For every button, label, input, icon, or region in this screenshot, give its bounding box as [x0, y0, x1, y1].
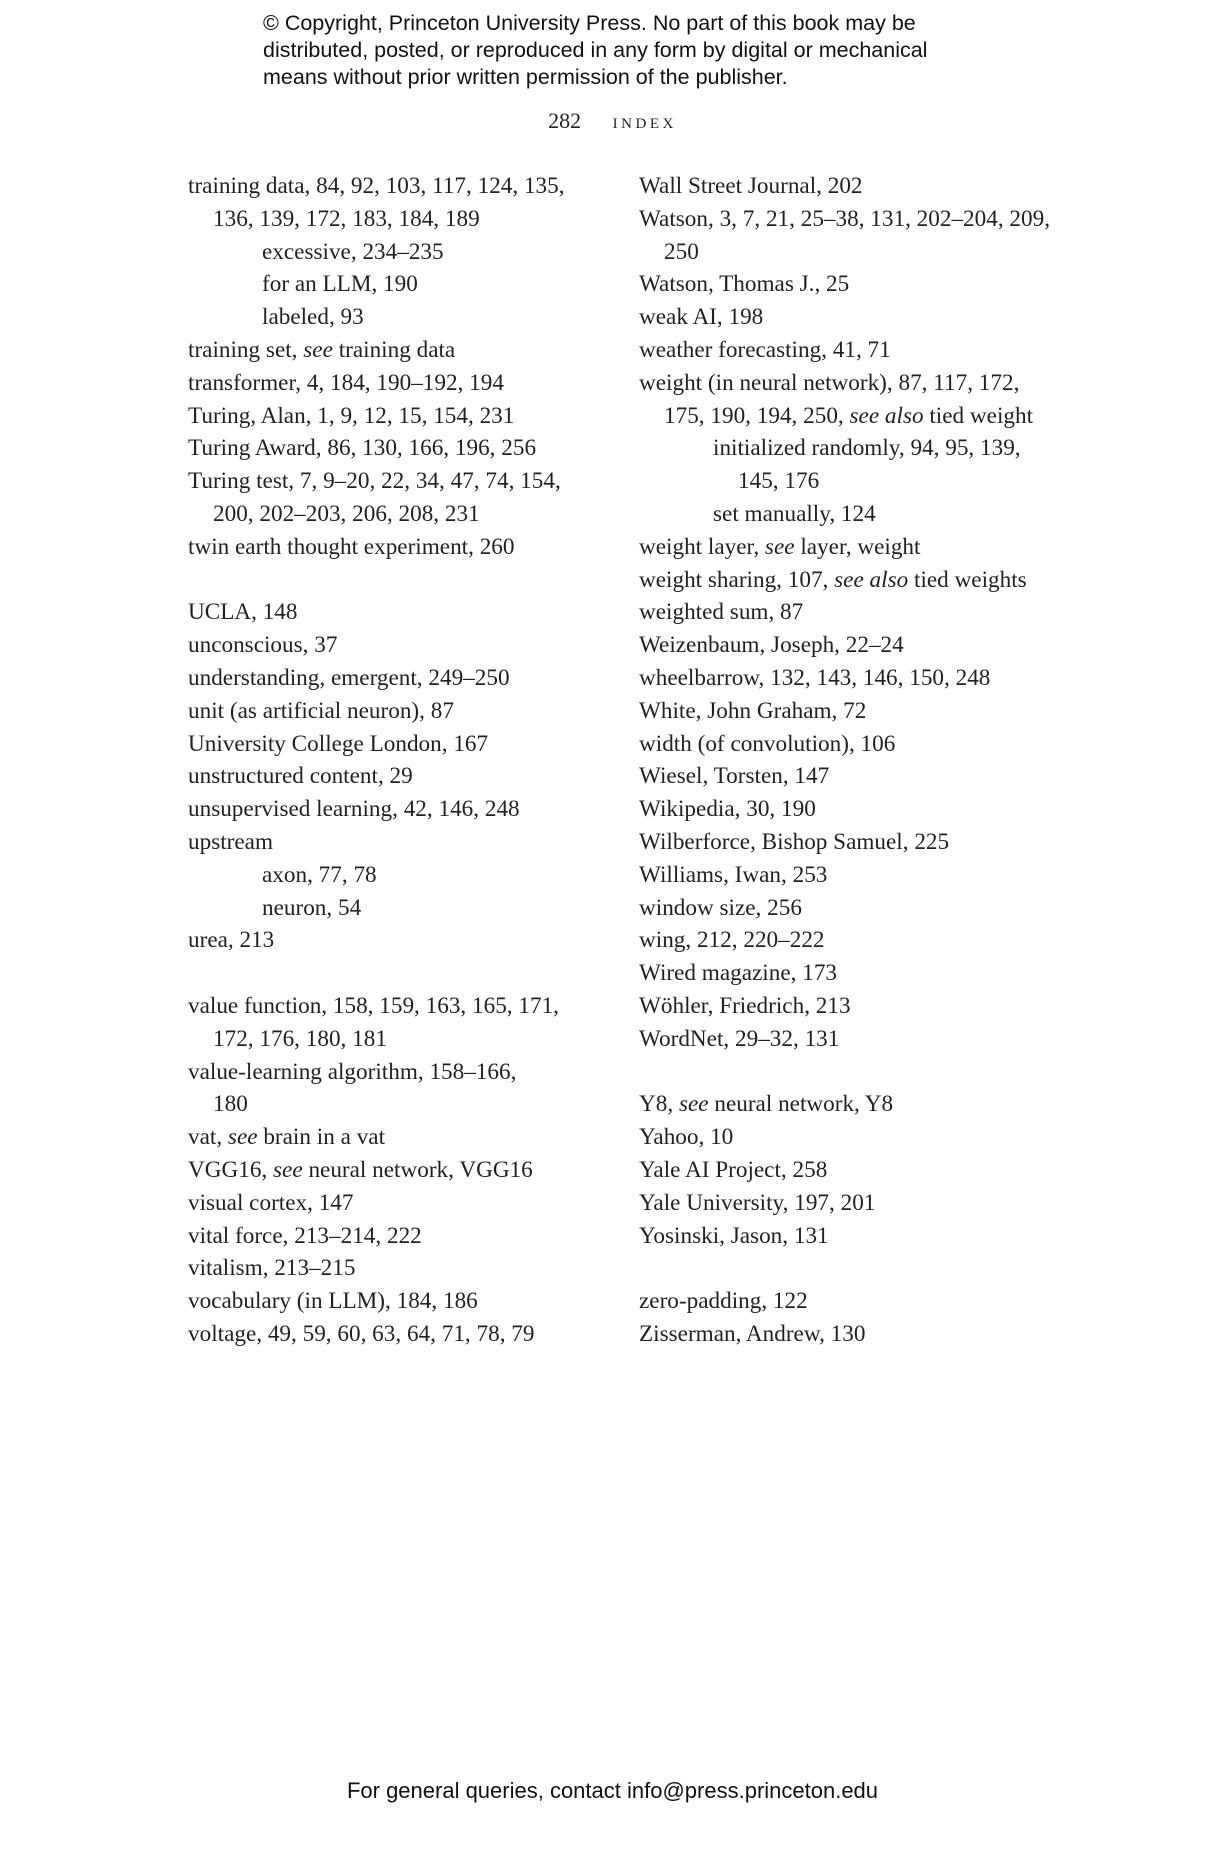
index-entry [639, 301, 1069, 334]
index-entry [639, 367, 1069, 400]
index-entry [188, 236, 608, 269]
index-entry-text: University College London, 167 [188, 730, 489, 757]
index-entry-text: weather forecasting, 41, 71 [639, 336, 891, 363]
index-entry [188, 268, 608, 301]
index-entry-text: layer, weight [794, 533, 921, 560]
index-entry [188, 596, 608, 629]
index-entry-text: Yale University, 197, 201 [639, 1189, 876, 1216]
index-entry [639, 859, 1069, 892]
cross-reference-term: see also [834, 566, 909, 593]
index-entry [188, 1154, 608, 1187]
index-entry [639, 924, 1069, 957]
index-entry-text: Wöhler, Friedrich, 213 [639, 992, 851, 1019]
index-entry-text: understanding, emergent, 249–250 [188, 664, 510, 691]
index-entry [639, 826, 1069, 859]
index-entry [188, 826, 608, 859]
index-entry-text: 145, 176 [738, 468, 820, 495]
index-entry-text: axon, 77, 78 [262, 861, 377, 888]
index-entry-text: unit (as artificial neuron), 87 [188, 697, 454, 724]
index-entry [188, 465, 608, 498]
index-entry-text: training data [332, 336, 456, 363]
index-entry-text: neural network, Y8 [708, 1091, 894, 1118]
index-entry-text: initialized randomly, 94, 95, 139, [713, 435, 1021, 462]
index-entry [188, 334, 608, 367]
index-entry-text: Turing, Alan, 1, 9, 12, 15, 154, 231 [188, 402, 515, 429]
index-entry-text: Zisserman, Andrew, 130 [639, 1320, 866, 1347]
index-entry-text: Wired magazine, 173 [639, 960, 838, 987]
index-entry-text: labeled, 93 [262, 304, 364, 331]
index-entry [188, 432, 608, 465]
page-title: index [612, 108, 677, 133]
index-entry-text: voltage, 49, 59, 60, 63, 64, 71, 78, 79 [188, 1320, 535, 1347]
cross-reference-term: see also [849, 402, 924, 429]
index-entry [188, 662, 608, 695]
index-entry-text: excessive, 234–235 [262, 238, 444, 265]
index-column-right [639, 170, 1069, 1351]
index-entry-text: twin earth thought experiment, 260 [188, 533, 515, 560]
index-entry-text: Yahoo, 10 [639, 1124, 734, 1151]
index-entry-text: vocabulary (in LLM), 184, 186 [188, 1288, 478, 1315]
index-entry-text: neural network, VGG16 [302, 1156, 533, 1183]
index-entry-text: vital force, 213–214, 222 [188, 1222, 422, 1249]
index-entry-text: vitalism, 213–215 [188, 1255, 356, 1282]
index-entry [639, 564, 1069, 597]
index-entry-text: UCLA, 148 [188, 599, 298, 626]
index-entry-text: unconscious, 37 [188, 632, 338, 659]
index-entry-text: Weizenbaum, Joseph, 22–24 [639, 632, 904, 659]
cross-reference-term: see [678, 1091, 709, 1118]
index-entry-text: window size, 256 [639, 894, 802, 921]
index-entry-text: wheelbarrow, 132, 143, 146, 150, 248 [639, 664, 991, 691]
index-entry-text: neuron, 54 [262, 894, 362, 921]
index-entry-text: Y8, [639, 1091, 679, 1118]
index-entry [639, 1121, 1069, 1154]
index-entry [639, 1023, 1069, 1056]
index-entry-text: tied weights [908, 566, 1027, 593]
index-entry [639, 990, 1069, 1023]
cross-reference-term: see [303, 336, 333, 363]
index-entry-text: WordNet, 29–32, 131 [639, 1025, 840, 1052]
index-entry [188, 367, 608, 400]
copyright-notice [263, 10, 1023, 91]
index-entry [188, 203, 608, 236]
index-entry [639, 432, 1069, 465]
index-entry [639, 662, 1069, 695]
index-entry [639, 465, 1069, 498]
index-entry [188, 1023, 608, 1056]
index-entry [188, 990, 608, 1023]
index-spacer [639, 1056, 1069, 1089]
index-entry-text: unsupervised learning, 42, 146, 248 [188, 796, 520, 823]
cross-reference-term: see [227, 1124, 258, 1151]
index-entry-text: for an LLM, 190 [262, 271, 418, 298]
index-entry-text: Watson, 3, 7, 21, 25–38, 131, 202–204, 209, [639, 205, 1050, 232]
index-entry [639, 1088, 1069, 1121]
index-entry [188, 695, 608, 728]
index-entry [188, 1056, 608, 1089]
index-entry [188, 728, 608, 761]
index-entry [639, 695, 1069, 728]
index-entry-text: visual cortex, 147 [188, 1189, 354, 1216]
index-entry-text: Wiesel, Torsten, 147 [639, 763, 830, 790]
index-entry [188, 1318, 608, 1351]
index-entry [639, 1220, 1069, 1253]
index-entry [639, 1285, 1069, 1318]
index-entry [639, 1187, 1069, 1220]
copyright-line: © Copyright, Princeton University Press. No part of this book may be [263, 11, 916, 35]
index-entry [639, 400, 1069, 433]
index-entry-text: Turing test, 7, 9–20, 22, 34, 47, 74, 154, [188, 468, 561, 495]
index-entry-text: weak AI, 198 [639, 304, 764, 331]
index-entry-text: value-learning algorithm, 158–166, [188, 1058, 517, 1085]
index-entry [188, 924, 608, 957]
index-entry-text: value function, 158, 159, 163, 165, 171, [188, 992, 559, 1019]
copyright-line: means without prior written permission of the publisher. [263, 65, 788, 89]
index-entry [188, 892, 608, 925]
index-entry [639, 957, 1069, 990]
index-entry-text: Wilberforce, Bishop Samuel, 225 [639, 828, 950, 855]
index-entry-text: weight (in neural network), 87, 117, 172, [639, 369, 1020, 396]
index-entry [639, 596, 1069, 629]
index-entry [188, 1252, 608, 1285]
index-entry-text: 250 [664, 238, 699, 265]
index-entry [639, 629, 1069, 662]
index-entry-text: weighted sum, 87 [639, 599, 804, 626]
index-entry-text: set manually, 124 [713, 500, 876, 527]
running-head [0, 108, 1225, 134]
index-entry [639, 728, 1069, 761]
index-entry-text: Watson, Thomas J., 25 [639, 271, 850, 298]
index-entry [188, 400, 608, 433]
cross-reference-term: see [273, 1156, 303, 1183]
index-entry [639, 498, 1069, 531]
index-entry [639, 1154, 1069, 1187]
index-entry-text: weight sharing, 107, [639, 566, 835, 593]
copyright-line: distributed, posted, or reproduced in any form by digital or mechanical [263, 38, 928, 62]
cross-reference-term: see [764, 533, 795, 560]
index-entry [188, 1088, 608, 1121]
footer-contact: For general queries, contact info@press.princeton.edu [346, 1778, 879, 1803]
index-entry-text: Yosinski, Jason, 131 [639, 1222, 829, 1249]
index-entry [188, 629, 608, 662]
index-entry-text: tied weight [923, 402, 1034, 429]
index-entry-text: 200, 202–203, 206, 208, 231 [213, 500, 480, 527]
index-entry-text: 180 [213, 1091, 248, 1118]
index-entry-text: Yale AI Project, 258 [639, 1156, 828, 1183]
index-spacer [188, 957, 608, 990]
index-entry-text: wing, 212, 220–222 [639, 927, 825, 954]
index-entry [188, 760, 608, 793]
index-entry [188, 170, 608, 203]
index-entry-text: width (of convolution), 106 [639, 730, 896, 757]
index-entry-text: vat, [188, 1124, 228, 1151]
index-spacer [188, 564, 608, 597]
index-entry [639, 793, 1069, 826]
index-entry [639, 268, 1069, 301]
index-entry-text: White, John Graham, 72 [639, 697, 867, 724]
index-entry [188, 301, 608, 334]
index-entry-text: 175, 190, 194, 250, [664, 402, 850, 429]
index-entry [188, 793, 608, 826]
index-entry-text: Wall Street Journal, 202 [639, 173, 863, 199]
index-entry-text: Turing Award, 86, 130, 166, 196, 256 [188, 435, 537, 462]
index-entry-text: VGG16, [188, 1156, 274, 1183]
index-entry [639, 760, 1069, 793]
index-entry [639, 892, 1069, 925]
index-entry-text: training set, [188, 336, 304, 363]
index-column-left [188, 170, 608, 1351]
index-entry-text: urea, 213 [188, 927, 275, 954]
index-entry-text: Wikipedia, 30, 190 [639, 796, 816, 823]
index-entry [188, 859, 608, 892]
index-entry-text: 172, 176, 180, 181 [213, 1025, 387, 1052]
index-entry [188, 498, 608, 531]
index-entry [639, 531, 1069, 564]
page-number: 282 [548, 108, 582, 133]
index-entry-text: zero-padding, 122 [639, 1288, 808, 1315]
index-entry-text: weight layer, [639, 533, 765, 560]
index-entry [639, 170, 1069, 203]
index-entry [639, 203, 1069, 236]
index-entry-text: upstream [188, 828, 273, 855]
index-entry [188, 531, 608, 564]
index-entry [188, 1121, 608, 1154]
index-entry [639, 236, 1069, 269]
index-entry [188, 1285, 608, 1318]
index-entry [639, 1318, 1069, 1351]
index-entry-text: unstructured content, 29 [188, 763, 413, 790]
index-entry [188, 1220, 608, 1253]
index-spacer [639, 1252, 1069, 1285]
index-entry [188, 1187, 608, 1220]
index-entry-text: training data, 84, 92, 103, 117, 124, 135, [188, 173, 565, 199]
index-entry-text: 136, 139, 172, 183, 184, 189 [213, 205, 480, 232]
index-entry-text: Williams, Iwan, 253 [639, 861, 828, 888]
index-entry [639, 334, 1069, 367]
index-entry-text: brain in a vat [257, 1124, 386, 1151]
index-entry-text: transformer, 4, 184, 190–192, 194 [188, 369, 504, 396]
